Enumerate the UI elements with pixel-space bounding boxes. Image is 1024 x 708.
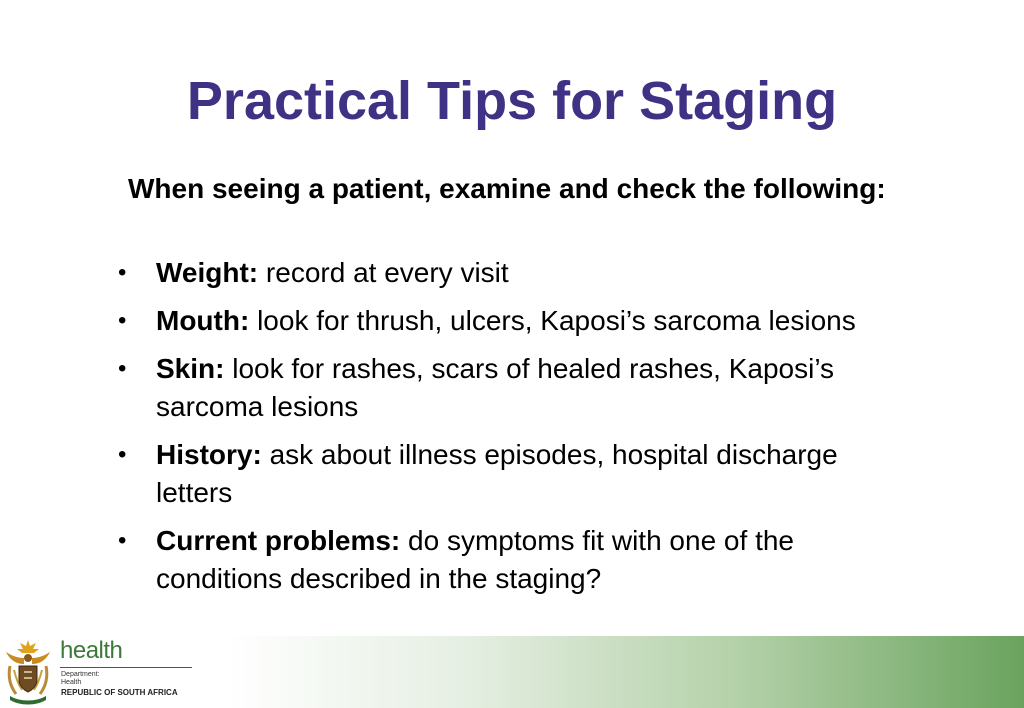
bullet-term: Current problems: xyxy=(156,525,401,556)
bullet-marker: • xyxy=(118,307,127,334)
logo-country-label: REPUBLIC OF SOUTH AFRICA xyxy=(61,688,178,697)
bullet-item-history xyxy=(118,436,918,512)
intro-text: When seeing a patient, examine and check the following: xyxy=(128,173,886,204)
bullet-item-mouth xyxy=(118,302,918,340)
bullet-term: History: xyxy=(156,439,262,470)
bullet-text: do symptoms fit with one of the conditions described in the staging? xyxy=(156,525,794,594)
logo-wordmark: health xyxy=(60,637,123,664)
bullet-term: Mouth: xyxy=(156,305,250,336)
logo-ministry-label: Health xyxy=(61,679,82,686)
bullet-term: Skin: xyxy=(156,353,225,384)
slide-title: Practical Tips for Staging xyxy=(186,71,838,131)
coat-of-arms-icon xyxy=(2,636,54,706)
bullet-text: look for rashes, scars of healed rashes, Kaposi’s sarcoma lesions xyxy=(156,353,835,422)
bullet-marker: • xyxy=(118,441,127,468)
bullet-item-weight xyxy=(118,254,918,292)
bullet-marker: • xyxy=(118,355,127,382)
bullet-marker: • xyxy=(118,527,127,554)
bullet-list xyxy=(118,254,918,608)
logo-divider xyxy=(60,667,192,668)
logo-department-label: Department: xyxy=(61,671,100,678)
bullet-item-current-problems xyxy=(118,522,918,598)
bullet-item-skin xyxy=(118,350,918,426)
bullet-text: record at every visit xyxy=(258,257,509,288)
bullet-text: ask about illness episodes, hospital discharge letters xyxy=(156,439,838,508)
department-of-health-logo xyxy=(0,636,200,708)
bullet-term: Weight: xyxy=(156,257,259,288)
bullet-marker: • xyxy=(118,259,127,286)
bullet-text: look for thrush, ulcers, Kaposi’s sarcoma lesions xyxy=(249,305,856,336)
